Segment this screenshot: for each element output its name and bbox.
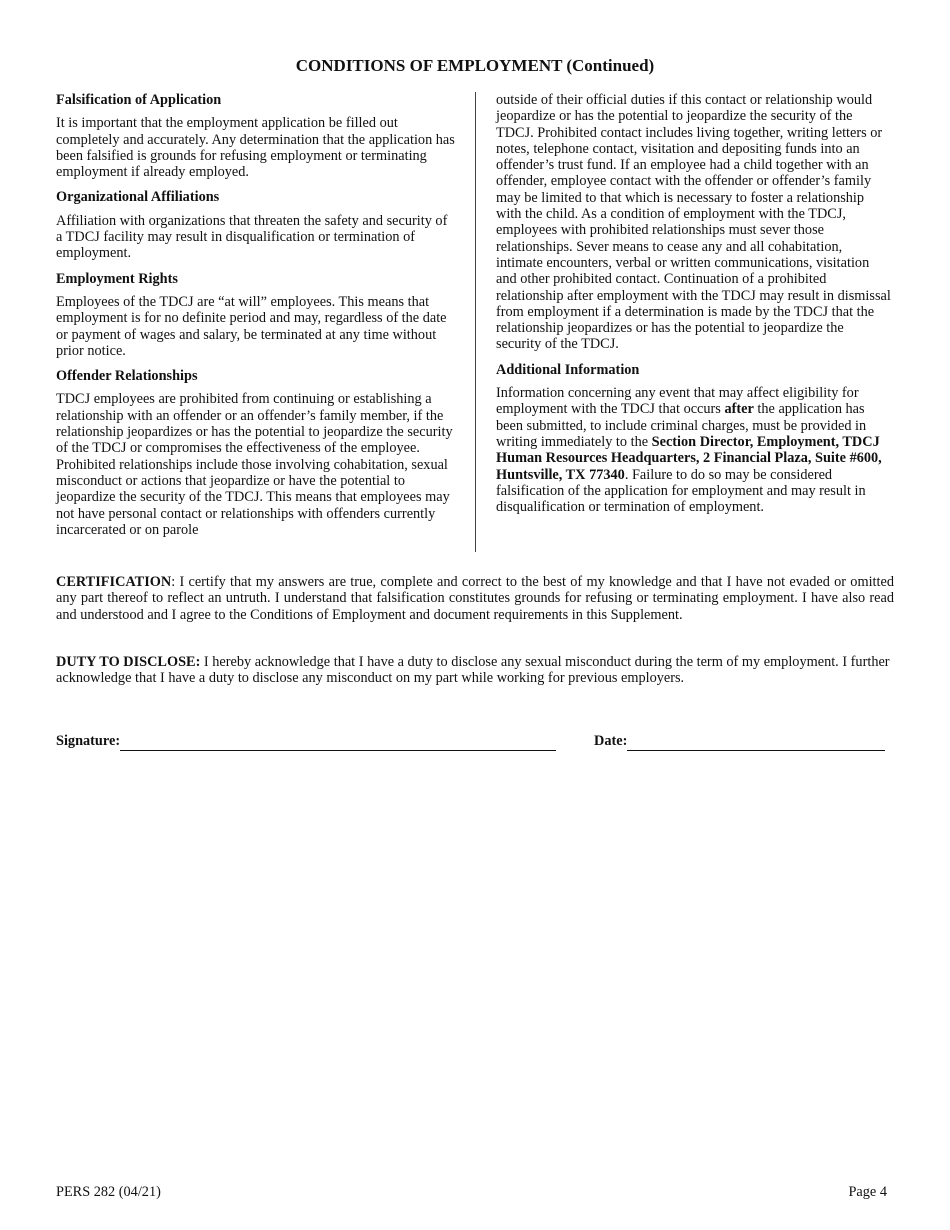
certification-label: CERTIFICATION [56,574,172,590]
signature-line[interactable] [120,732,556,751]
section-heading-offender-relationships: Offender Relationships [56,368,198,385]
additional-info-text-3: . Failure to do so may be considered falsification of the application for employment and may result in disqualification or termination of employment. [496,466,866,516]
duty-to-disclose-paragraph [56,654,894,687]
column-divider [475,92,476,552]
section-heading-employment-rights: Employment Rights [56,270,178,287]
additional-info-emphasis-after: after [724,401,754,418]
page-number: Page 4 [848,1184,887,1200]
left-column [56,92,456,547]
section-body-affiliations: Affiliation with organizations that threaten the safety and security of a TDCJ facility may result in disqualification or termination of employment. [56,212,448,262]
section-heading-falsification: Falsification of Application [56,92,222,108]
section-body-falsification: It is important that the employment application be filled out completely and accurately. Any determination that the application has been falsified is grounds for refusing employment or terminating employment if already employed. [56,115,455,181]
certification-text: : I certify that my answers are true, complete and correct to the best of my knowledge and that I have not evaded or omitted any part thereof to reflect an untruth. I understand that falsification constitutes grounds for refusing or terminating employment. I have also read and understood and I agree to the Conditions of Employment and document requirements in this Supplement. [56,574,894,623]
duty-text: I hereby acknowledge that I have a duty to disclose any sexual misconduct during the term of my employment. I further acknowledge that I have a duty to disclose any misconduct on my part while working for previous employers. [56,654,890,687]
date-label: Date: [594,733,628,749]
right-column [496,92,892,524]
date-row [594,732,885,751]
additional-info-text-1: Information concerning any event that may affect eligibility for employment with the TDCJ that occurs [496,385,859,418]
section-body-additional-info [496,385,892,515]
offender-relationships-continuation: outside of their official duties if this contact or relationship would jeopardize or has the potential to jeopardize the security of the TDCJ. Prohibited contact includes living together, writing letters or notes, telephone contact, visitation and depositing funds into an offender’s trust fund. If an employee had a child together with an offender, employee contact with the offender or offender’s family may be limited to that which is necessary to foster a relationship with the child. As a condition of employment with the TDCJ, employees with prohibited relationships must sever those relationships. Sever means to cease any and all cohabitation, intimate encounters, verbal or written communications, visitation and other prohibited contact. Continuation of a prohibited relationship after employment with the TDCJ may result in dismissal from employment if a determination is made by the TDCJ that the relationship jeopardizes or has the potential to jeopardize the security of the TDCJ. [496,92,891,353]
page-title: CONDITIONS OF EMPLOYMENT (Continued) [295,56,655,75]
section-body-employment-rights: Employees of the TDCJ are “at will” employees. This means that employment is for no definite period and may, regardless of the date or payment of wages and salary, be terminated at any time without prior notice. [56,293,447,359]
date-line[interactable] [627,732,885,751]
additional-info-text-2: the application has been submitted, to include criminal charges, must be provided in writing immediately to the [496,401,867,450]
form-identifier: PERS 282 (04/21) [56,1184,161,1200]
certification-paragraph [56,574,894,623]
additional-info-address: Section Director, Employment, TDCJ Human Resources Headquarters, 2 Financial Plaza, Suite #600, Huntsville, TX 77340 [496,433,882,483]
section-heading-additional-info: Additional Information [496,361,640,378]
signature-label: Signature: [56,733,121,749]
duty-label: DUTY TO DISCLOSE: [56,654,201,670]
signature-row [56,732,556,751]
section-body-offender-relationships: TDCJ employees are prohibited from continuing or establishing a relationship with an offender or an offender’s family member, if the relationship jeopardizes or has the potential to jeopardize the security of the TDCJ or compromises the effectiveness of the employee. Prohibited relationships include those involving cohabitation, sexual misconduct or actions that jeopardize or have the potential to jeopardize the security of the TDCJ. This means that employees may not have personal contact or relationships with offenders currently incarcerated or on parole [56,391,453,538]
section-heading-affiliations: Organizational Affiliations [56,189,220,206]
